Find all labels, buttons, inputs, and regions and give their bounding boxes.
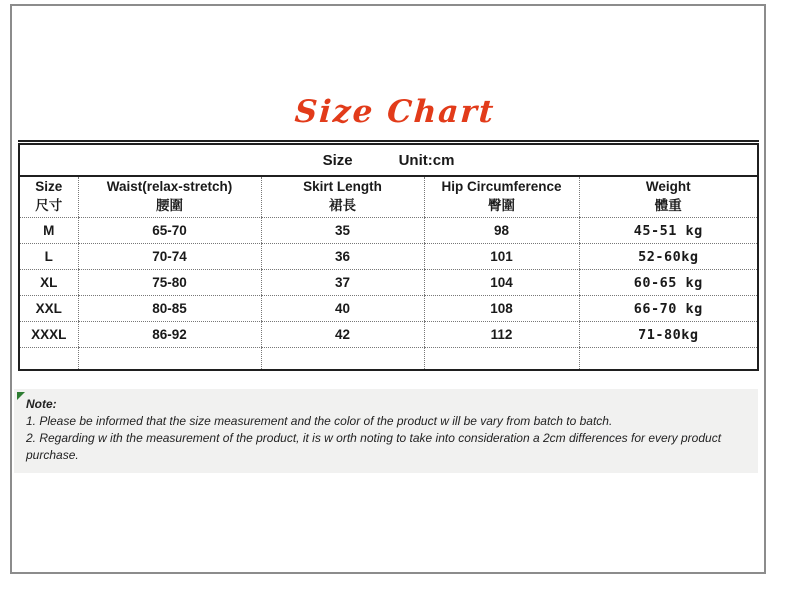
note-line-2: 2. Regarding w ith the measurement of the product, it is w orth noting to take into consideration a 2cm differences for every product (26, 431, 722, 445)
size-cell: XXXL (19, 322, 78, 348)
weight-cell: 71-80kg (579, 322, 758, 348)
skirt-length-cell: 40 (261, 296, 424, 322)
note-line-1: 1. Please be informed that the size measurement and the color of the product w ill be vary from batch to batch. (26, 414, 613, 428)
waist-cell: 86-92 (78, 322, 261, 348)
unit-cm-label: Unit:cm (398, 151, 455, 169)
skirt-length-cell: 42 (261, 322, 424, 348)
column-header-hip (424, 176, 579, 218)
waist-cell: 75-80 (78, 270, 261, 296)
table-empty-row (19, 348, 758, 371)
waist-cell: 65-70 (78, 218, 261, 244)
note-line-3: purchase. (26, 448, 79, 462)
size-header-label: Size (322, 151, 353, 169)
table-unit-header-row (19, 143, 758, 177)
size-cell: M (19, 218, 78, 244)
hip-cell: 98 (424, 218, 579, 244)
skirt-length-cell: 36 (261, 244, 424, 270)
hip-cell: 101 (424, 244, 579, 270)
column-header-weight-zh: 體重 (654, 198, 682, 213)
page-title: Size Chart (293, 94, 497, 130)
column-header-waist-zh: 腰圍 (156, 198, 183, 213)
column-header-size-zh: 尺寸 (35, 198, 63, 213)
weight-cell: 52-60kg (579, 244, 758, 270)
note-section (14, 389, 758, 473)
column-header-hip-zh: 臀圍 (488, 198, 515, 213)
waist-cell: 70-74 (78, 244, 261, 270)
column-header-hip-en: Hip Circumference (441, 179, 562, 195)
skirt-length-cell: 35 (261, 218, 424, 244)
column-header-waist (78, 176, 261, 218)
weight-cell: 66-70 kg (579, 296, 758, 322)
table-row-m (19, 218, 758, 244)
note-heading: Note: (26, 397, 57, 411)
hip-cell: 112 (424, 322, 579, 348)
weight-cell: 45-51 kg (579, 218, 758, 244)
table-column-header-row (19, 176, 758, 218)
table-row-xxl (19, 296, 758, 322)
column-header-skirt-length (261, 176, 424, 218)
column-header-skirt-length-en: Skirt Length (303, 179, 382, 195)
table-row-xxxl (19, 322, 758, 348)
table-row-l (19, 244, 758, 270)
size-chart-table (18, 140, 759, 371)
waist-cell: 80-85 (78, 296, 261, 322)
hip-cell: 104 (424, 270, 579, 296)
size-cell: XL (19, 270, 78, 296)
skirt-length-cell: 37 (261, 270, 424, 296)
column-header-skirt-length-zh: 裙長 (329, 198, 356, 213)
column-header-waist-en: Waist(relax-stretch) (106, 179, 233, 195)
column-header-size-en: Size (35, 179, 63, 195)
weight-cell: 60-65 kg (579, 270, 758, 296)
column-header-weight-en: Weight (645, 179, 691, 195)
size-cell: XXL (19, 296, 78, 322)
size-cell: L (19, 244, 78, 270)
column-header-size (19, 176, 78, 218)
column-header-weight (579, 176, 758, 218)
hip-cell: 108 (424, 296, 579, 322)
table-row-xl (19, 270, 758, 296)
comment-marker-icon (17, 392, 25, 400)
